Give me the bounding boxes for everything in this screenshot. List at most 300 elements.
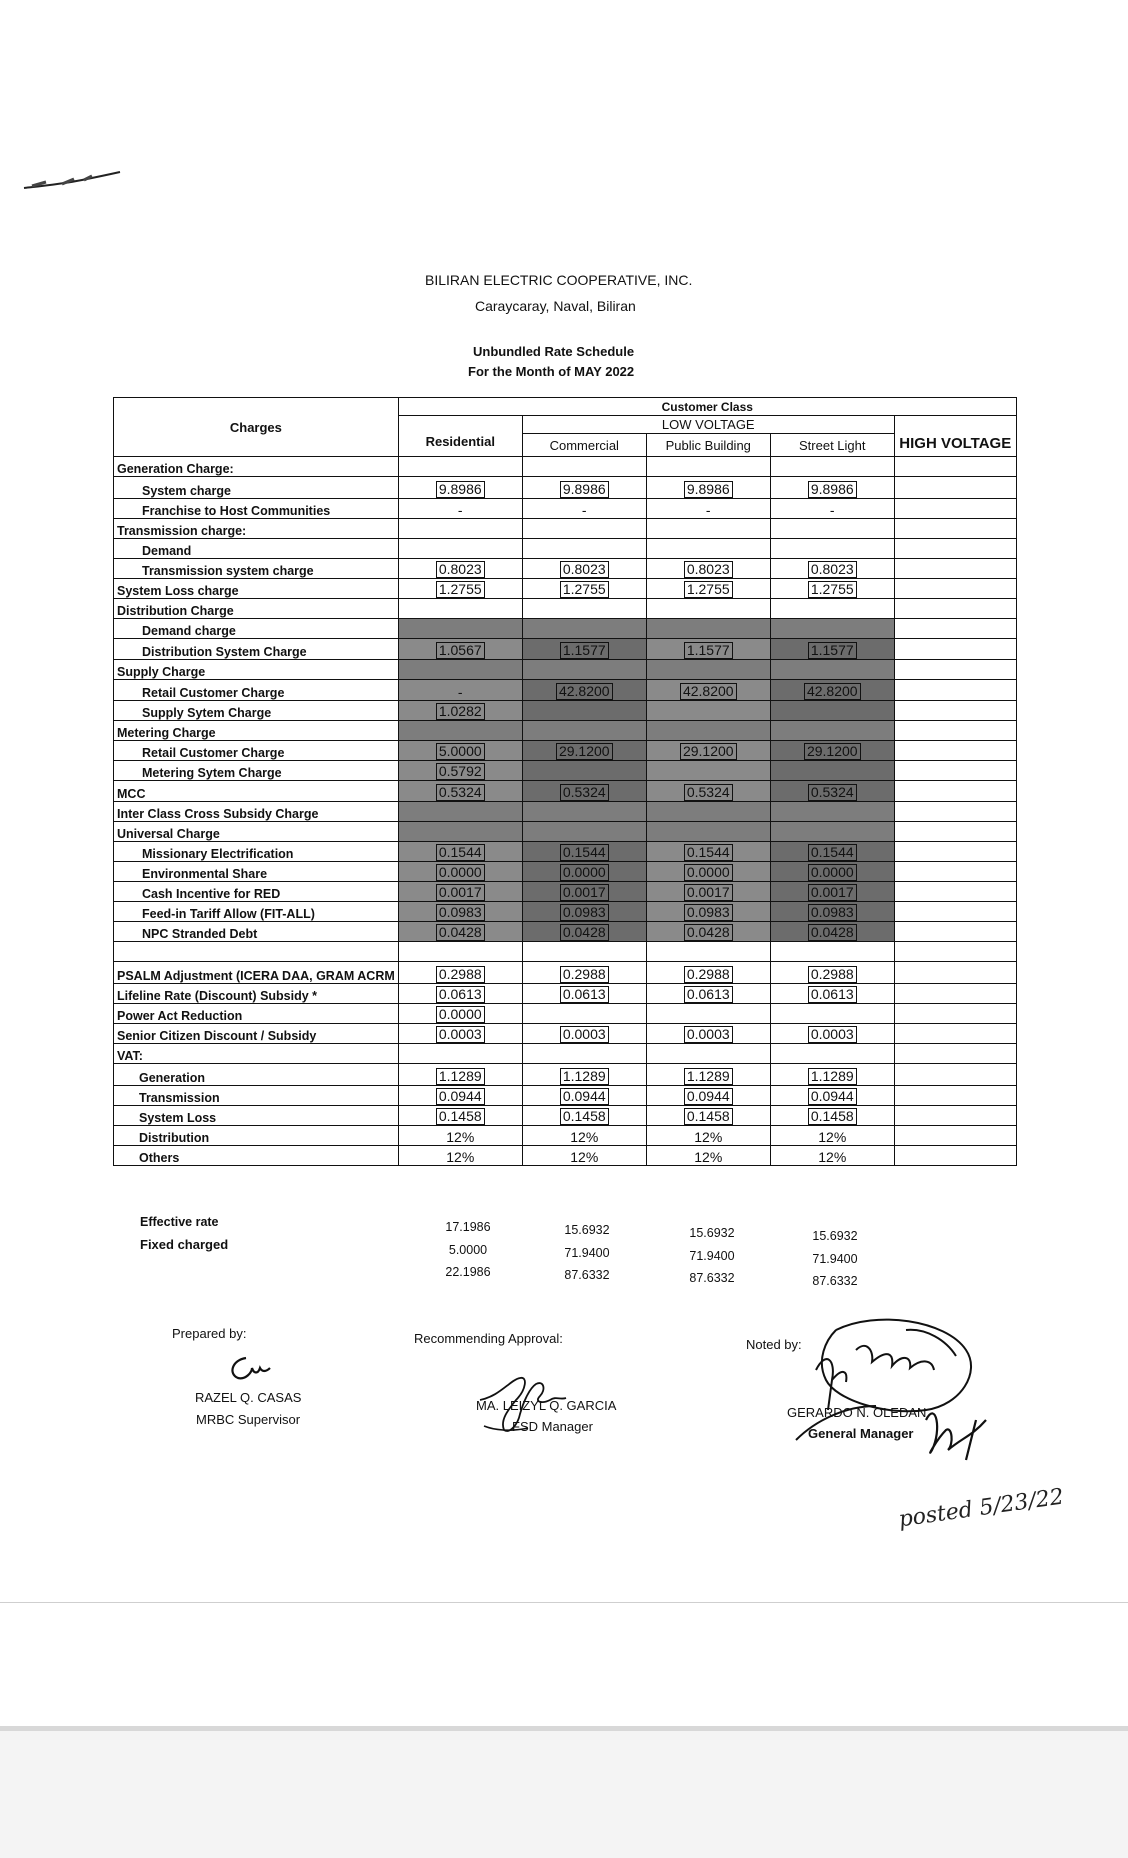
rate-cell bbox=[522, 660, 646, 680]
high-voltage-cell bbox=[894, 1024, 1016, 1044]
rate-cell bbox=[522, 499, 646, 519]
rate-cell bbox=[522, 539, 646, 559]
rate-value: 0.1458 bbox=[436, 1108, 485, 1125]
rate-cell bbox=[646, 1086, 770, 1106]
high-voltage-cell bbox=[894, 519, 1016, 539]
rate-value: 0.0983 bbox=[560, 904, 609, 921]
fixed-charged-value: 71.9400 bbox=[812, 1252, 858, 1266]
rate-cell bbox=[770, 619, 894, 639]
document-title: Unbundled Rate Schedule bbox=[473, 344, 635, 359]
row-label: NPC Stranded Debt bbox=[114, 922, 399, 942]
rate-cell bbox=[770, 1106, 894, 1126]
high-voltage-cell bbox=[894, 1146, 1016, 1166]
rate-cell bbox=[398, 1004, 522, 1024]
rate-value: 12% bbox=[694, 1149, 723, 1165]
rate-cell bbox=[646, 781, 770, 802]
table-row bbox=[114, 1146, 1017, 1166]
rate-cell bbox=[522, 519, 646, 539]
rate-value: 0.8023 bbox=[436, 561, 485, 578]
high-voltage-cell bbox=[894, 579, 1016, 599]
fixed-charged-label: Fixed charged bbox=[140, 1237, 229, 1252]
high-voltage-cell bbox=[894, 822, 1016, 842]
high-voltage-cell bbox=[894, 741, 1016, 761]
high-voltage-cell bbox=[894, 639, 1016, 660]
rate-value: 0.0983 bbox=[436, 904, 485, 921]
low-voltage-header: LOW VOLTAGE bbox=[522, 416, 894, 434]
rate-cell bbox=[522, 680, 646, 701]
total-value: 22.1986 bbox=[445, 1265, 491, 1279]
row-label: Retail Customer Charge bbox=[114, 680, 399, 701]
rate-cell bbox=[646, 1106, 770, 1126]
rate-value: 0.8023 bbox=[684, 561, 733, 578]
high-voltage-cell bbox=[894, 499, 1016, 519]
table-row bbox=[114, 842, 1017, 862]
recommending-caption: Recommending Approval: bbox=[414, 1331, 563, 1346]
row-label: System Loss charge bbox=[114, 579, 399, 599]
high-voltage-cell bbox=[894, 781, 1016, 802]
row-label: Supply Charge bbox=[114, 660, 399, 680]
rate-cell bbox=[646, 1146, 770, 1166]
rate-value: 1.1577 bbox=[808, 642, 857, 659]
rate-cell bbox=[770, 701, 894, 721]
table-row bbox=[114, 822, 1017, 842]
rate-cell bbox=[646, 984, 770, 1004]
rate-value: 0.0003 bbox=[436, 1026, 485, 1043]
high-voltage-cell bbox=[894, 1064, 1016, 1086]
recommending-name: MA. LEIZYL Q. GARCIA bbox=[476, 1398, 617, 1413]
row-label: System charge bbox=[114, 477, 399, 499]
rate-cell bbox=[770, 1064, 894, 1086]
rate-value: 0.0428 bbox=[560, 924, 609, 941]
rate-value: 9.8986 bbox=[436, 481, 485, 498]
rate-cell bbox=[770, 477, 894, 499]
rate-cell bbox=[646, 822, 770, 842]
rate-value: 12% bbox=[446, 1129, 475, 1145]
row-label: Generation bbox=[114, 1064, 399, 1086]
rate-value: 0.5792 bbox=[436, 763, 485, 780]
rate-cell bbox=[522, 902, 646, 922]
noted-signature-icon bbox=[776, 1310, 1016, 1490]
rate-cell bbox=[522, 599, 646, 619]
rate-cell bbox=[398, 599, 522, 619]
row-label: Generation Charge: bbox=[114, 457, 399, 477]
total-value: 87.6332 bbox=[689, 1271, 735, 1285]
rate-cell bbox=[398, 701, 522, 721]
rate-cell bbox=[770, 862, 894, 882]
row-label: Transmission charge: bbox=[114, 519, 399, 539]
rate-cell bbox=[522, 882, 646, 902]
row-label: Senior Citizen Discount / Subsidy bbox=[114, 1024, 399, 1044]
rate-value: 0.0000 bbox=[436, 864, 485, 881]
table-row bbox=[114, 962, 1017, 984]
rate-cell bbox=[398, 457, 522, 477]
row-label: Transmission bbox=[114, 1086, 399, 1106]
rate-cell bbox=[398, 660, 522, 680]
high-voltage-cell bbox=[894, 559, 1016, 579]
rate-cell bbox=[398, 519, 522, 539]
high-voltage-cell bbox=[894, 1004, 1016, 1024]
rate-value: 0.1458 bbox=[808, 1108, 857, 1125]
row-label: MCC bbox=[114, 781, 399, 802]
noted-by-position: General Manager bbox=[808, 1426, 914, 1441]
rate-cell bbox=[522, 942, 646, 962]
table-row bbox=[114, 882, 1017, 902]
row-label: Distribution Charge bbox=[114, 599, 399, 619]
table-row bbox=[114, 721, 1017, 741]
rate-cell bbox=[646, 1126, 770, 1146]
high-voltage-cell bbox=[894, 539, 1016, 559]
table-row bbox=[114, 1106, 1017, 1126]
total-value: 87.6332 bbox=[812, 1274, 858, 1288]
rate-cell bbox=[770, 842, 894, 862]
rate-cell bbox=[646, 477, 770, 499]
rate-value: 0.1544 bbox=[560, 844, 609, 861]
total-value: 87.6332 bbox=[564, 1268, 610, 1282]
table-row bbox=[114, 579, 1017, 599]
rate-cell bbox=[522, 822, 646, 842]
table-row bbox=[114, 639, 1017, 660]
rate-cell bbox=[398, 781, 522, 802]
rate-cell bbox=[398, 741, 522, 761]
rate-cell bbox=[398, 1086, 522, 1106]
rate-value: 0.2988 bbox=[436, 966, 485, 983]
rate-cell bbox=[522, 721, 646, 741]
rate-cell bbox=[398, 842, 522, 862]
handwritten-posted-note: posted 5/23/22 bbox=[897, 1484, 1066, 1533]
rate-cell bbox=[770, 822, 894, 842]
rate-value: 0.0017 bbox=[560, 884, 609, 901]
row-label: Supply Sytem Charge bbox=[114, 701, 399, 721]
rate-cell bbox=[770, 1126, 894, 1146]
rate-cell bbox=[770, 499, 894, 519]
rate-cell bbox=[398, 680, 522, 701]
rate-value: 12% bbox=[818, 1149, 847, 1165]
rate-value: 0.0428 bbox=[436, 924, 485, 941]
high-voltage-cell bbox=[894, 962, 1016, 984]
prepared-by-name: RAZEL Q. CASAS bbox=[195, 1390, 302, 1405]
table-row bbox=[114, 902, 1017, 922]
rate-cell bbox=[522, 579, 646, 599]
noted-by-caption: Noted by: bbox=[746, 1337, 802, 1352]
rate-cell bbox=[398, 942, 522, 962]
rate-cell bbox=[646, 619, 770, 639]
rate-cell bbox=[522, 802, 646, 822]
table-row bbox=[114, 599, 1017, 619]
high-voltage-cell bbox=[894, 902, 1016, 922]
table-row bbox=[114, 559, 1017, 579]
row-label: Lifeline Rate (Discount) Subsidy * bbox=[114, 984, 399, 1004]
rate-cell bbox=[398, 962, 522, 984]
rate-cell bbox=[522, 922, 646, 942]
rate-cell bbox=[646, 842, 770, 862]
rate-value: 0.2988 bbox=[560, 966, 609, 983]
rate-cell bbox=[398, 822, 522, 842]
rate-cell bbox=[770, 639, 894, 660]
rate-value: 0.1544 bbox=[808, 844, 857, 861]
high-voltage-cell bbox=[894, 599, 1016, 619]
table-row bbox=[114, 1044, 1017, 1064]
prepared-by-caption: Prepared by: bbox=[172, 1326, 247, 1341]
table-row bbox=[114, 862, 1017, 882]
rate-value: 0.0000 bbox=[436, 1006, 485, 1023]
table-row bbox=[114, 619, 1017, 639]
high-voltage-cell bbox=[894, 1106, 1016, 1126]
rate-cell bbox=[522, 619, 646, 639]
rate-value: 42.8200 bbox=[804, 683, 861, 700]
row-label: Distribution bbox=[114, 1126, 399, 1146]
rate-value: 0.5324 bbox=[560, 784, 609, 801]
rate-value: 0.0017 bbox=[436, 884, 485, 901]
rate-value: 0.1458 bbox=[684, 1108, 733, 1125]
rate-cell bbox=[398, 1146, 522, 1166]
row-label: Demand charge bbox=[114, 619, 399, 639]
rate-value: 12% bbox=[694, 1129, 723, 1145]
rate-cell bbox=[398, 862, 522, 882]
row-label: Others bbox=[114, 1146, 399, 1166]
high-voltage-cell bbox=[894, 477, 1016, 499]
rate-value: 1.1577 bbox=[560, 642, 609, 659]
high-voltage-cell bbox=[894, 922, 1016, 942]
high-voltage-cell bbox=[894, 1126, 1016, 1146]
rate-cell bbox=[522, 781, 646, 802]
row-label: Inter Class Cross Subsidy Charge bbox=[114, 802, 399, 822]
rate-cell bbox=[770, 761, 894, 781]
rate-value: 0.0003 bbox=[560, 1026, 609, 1043]
rate-value: 0.0944 bbox=[684, 1088, 733, 1105]
rate-value: 12% bbox=[446, 1149, 475, 1165]
rate-cell bbox=[398, 579, 522, 599]
rate-value: - bbox=[581, 502, 587, 518]
customer-class-header: Customer Class bbox=[398, 398, 1016, 416]
table-row bbox=[114, 1064, 1017, 1086]
rate-value: 0.0017 bbox=[808, 884, 857, 901]
rate-cell bbox=[646, 639, 770, 660]
rate-value: 0.0000 bbox=[560, 864, 609, 881]
high-voltage-cell bbox=[894, 701, 1016, 721]
rate-value: 0.1544 bbox=[436, 844, 485, 861]
rate-cell bbox=[770, 1086, 894, 1106]
row-label: Environmental Share bbox=[114, 862, 399, 882]
rate-cell bbox=[646, 660, 770, 680]
column-header-commercial: Commercial bbox=[522, 434, 646, 457]
rate-value: 5.0000 bbox=[436, 743, 485, 760]
rate-cell bbox=[770, 741, 894, 761]
rate-cell bbox=[522, 962, 646, 984]
rate-cell bbox=[522, 639, 646, 660]
rate-value: 0.0613 bbox=[808, 986, 857, 1003]
rate-cell bbox=[398, 559, 522, 579]
rate-cell bbox=[398, 1024, 522, 1044]
table-row bbox=[114, 1024, 1017, 1044]
rate-cell bbox=[770, 721, 894, 741]
rate-value: 1.1577 bbox=[684, 642, 733, 659]
fixed-charged-value: 71.9400 bbox=[689, 1249, 735, 1263]
fixed-charged-value: 5.0000 bbox=[448, 1243, 488, 1257]
rate-cell bbox=[770, 1146, 894, 1166]
rate-cell bbox=[646, 499, 770, 519]
rate-value: 1.2755 bbox=[436, 581, 485, 598]
rate-cell bbox=[398, 802, 522, 822]
rate-cell bbox=[770, 539, 894, 559]
rate-cell bbox=[522, 1064, 646, 1086]
rate-value: 0.0003 bbox=[808, 1026, 857, 1043]
document-period: For the Month of MAY 2022 bbox=[468, 364, 635, 379]
rate-value: 42.8200 bbox=[680, 683, 737, 700]
high-voltage-cell bbox=[894, 802, 1016, 822]
table-row bbox=[114, 539, 1017, 559]
row-label: Feed-in Tariff Allow (FIT-ALL) bbox=[114, 902, 399, 922]
rate-cell bbox=[398, 1106, 522, 1126]
rate-cell bbox=[770, 1044, 894, 1064]
rate-cell bbox=[398, 477, 522, 499]
column-header-public-building: Public Building bbox=[646, 434, 770, 457]
rate-value: 9.8986 bbox=[684, 481, 733, 498]
high-voltage-cell bbox=[894, 660, 1016, 680]
rate-value: 0.0000 bbox=[684, 864, 733, 881]
rate-cell bbox=[398, 984, 522, 1004]
rate-value: 1.0567 bbox=[436, 642, 485, 659]
table-row bbox=[114, 680, 1017, 701]
high-voltage-cell bbox=[894, 721, 1016, 741]
rate-value: 0.2988 bbox=[808, 966, 857, 983]
rate-value: 1.1289 bbox=[684, 1068, 733, 1085]
column-header-street-light: Street Light bbox=[770, 434, 894, 457]
rate-cell bbox=[398, 922, 522, 942]
noted-by-name: GERARDO N. OLEDAN bbox=[787, 1405, 927, 1420]
rate-cell bbox=[522, 559, 646, 579]
row-label: Metering Sytem Charge bbox=[114, 761, 399, 781]
table-row bbox=[114, 802, 1017, 822]
rate-value: 0.0428 bbox=[684, 924, 733, 941]
rate-cell bbox=[770, 680, 894, 701]
rate-value: 0.1458 bbox=[560, 1108, 609, 1125]
rate-cell bbox=[398, 1126, 522, 1146]
table-row bbox=[114, 1086, 1017, 1106]
rate-cell bbox=[522, 1024, 646, 1044]
row-label: Power Act Reduction bbox=[114, 1004, 399, 1024]
rate-cell bbox=[522, 741, 646, 761]
effective-rate-value: 15.6932 bbox=[689, 1226, 735, 1240]
rate-value: 0.0983 bbox=[808, 904, 857, 921]
rate-cell bbox=[398, 639, 522, 660]
rate-value: 0.0003 bbox=[684, 1026, 733, 1043]
rate-cell bbox=[646, 802, 770, 822]
rate-cell bbox=[770, 1004, 894, 1024]
table-row bbox=[114, 519, 1017, 539]
fixed-charged-value: 71.9400 bbox=[564, 1246, 610, 1260]
table-row bbox=[114, 1004, 1017, 1024]
rate-cell bbox=[646, 457, 770, 477]
rate-cell bbox=[646, 599, 770, 619]
rate-value: 1.2755 bbox=[808, 581, 857, 598]
rate-cell bbox=[522, 1044, 646, 1064]
row-label: Missionary Electrification bbox=[114, 842, 399, 862]
organization-address: Caraycaray, Naval, Biliran bbox=[475, 298, 636, 314]
rate-cell bbox=[646, 539, 770, 559]
row-label: Retail Customer Charge bbox=[114, 741, 399, 761]
rate-cell bbox=[398, 882, 522, 902]
rate-cell bbox=[770, 802, 894, 822]
rate-cell bbox=[770, 781, 894, 802]
rate-cell bbox=[522, 984, 646, 1004]
high-voltage-cell bbox=[894, 882, 1016, 902]
rate-cell bbox=[522, 1106, 646, 1126]
high-voltage-cell bbox=[894, 862, 1016, 882]
rate-cell bbox=[398, 539, 522, 559]
rate-cell bbox=[522, 701, 646, 721]
high-voltage-cell bbox=[894, 1044, 1016, 1064]
effective-rate-value: 15.6932 bbox=[564, 1223, 610, 1237]
rate-value: - bbox=[457, 684, 463, 700]
prepared-signature-icon bbox=[222, 1354, 282, 1384]
rate-cell bbox=[646, 559, 770, 579]
rate-value: 0.0613 bbox=[684, 986, 733, 1003]
high-voltage-cell bbox=[894, 761, 1016, 781]
rate-cell bbox=[646, 862, 770, 882]
rate-cell bbox=[646, 741, 770, 761]
rate-cell bbox=[646, 1004, 770, 1024]
scan-bottom-area bbox=[0, 1731, 1128, 1858]
effective-rate-label: Effective rate bbox=[140, 1215, 219, 1229]
table-row bbox=[114, 922, 1017, 942]
rate-cell bbox=[770, 579, 894, 599]
rate-cell bbox=[770, 902, 894, 922]
rate-cell bbox=[398, 1044, 522, 1064]
rate-value: 0.5324 bbox=[808, 784, 857, 801]
table-row bbox=[114, 499, 1017, 519]
rate-value: - bbox=[457, 502, 463, 518]
rate-value: 29.1200 bbox=[680, 743, 737, 760]
rate-value: 1.0282 bbox=[436, 703, 485, 720]
rate-value: 29.1200 bbox=[556, 743, 613, 760]
rate-value: 12% bbox=[570, 1149, 599, 1165]
rate-cell bbox=[770, 962, 894, 984]
rate-value: 0.0000 bbox=[808, 864, 857, 881]
rate-cell bbox=[646, 721, 770, 741]
scan-mark bbox=[22, 166, 122, 196]
high-voltage-header: HIGH VOLTAGE bbox=[894, 416, 1016, 457]
high-voltage-cell bbox=[894, 619, 1016, 639]
rate-schedule-table bbox=[113, 397, 1017, 1166]
rate-cell bbox=[770, 457, 894, 477]
rate-value: 1.2755 bbox=[560, 581, 609, 598]
high-voltage-cell bbox=[894, 457, 1016, 477]
rate-cell bbox=[646, 761, 770, 781]
row-label: Distribution System Charge bbox=[114, 639, 399, 660]
rate-cell bbox=[770, 984, 894, 1004]
rate-cell bbox=[646, 519, 770, 539]
table-row bbox=[114, 984, 1017, 1004]
table-row bbox=[114, 477, 1017, 499]
rate-cell bbox=[646, 942, 770, 962]
rate-cell bbox=[522, 842, 646, 862]
table-row bbox=[114, 942, 1017, 962]
scan-divider bbox=[0, 1602, 1128, 1603]
rate-value: 0.0983 bbox=[684, 904, 733, 921]
rate-value: 9.8986 bbox=[560, 481, 609, 498]
high-voltage-cell bbox=[894, 842, 1016, 862]
rate-value: 0.2988 bbox=[684, 966, 733, 983]
rate-value: 42.8200 bbox=[556, 683, 613, 700]
rate-cell bbox=[646, 1064, 770, 1086]
row-label: Metering Charge bbox=[114, 721, 399, 741]
rate-cell bbox=[770, 922, 894, 942]
rate-value: 1.2755 bbox=[684, 581, 733, 598]
prepared-by-position: MRBC Supervisor bbox=[196, 1412, 301, 1427]
effective-rate-value: 15.6932 bbox=[812, 1229, 858, 1243]
rate-value: 0.1544 bbox=[684, 844, 733, 861]
high-voltage-cell bbox=[894, 1086, 1016, 1106]
